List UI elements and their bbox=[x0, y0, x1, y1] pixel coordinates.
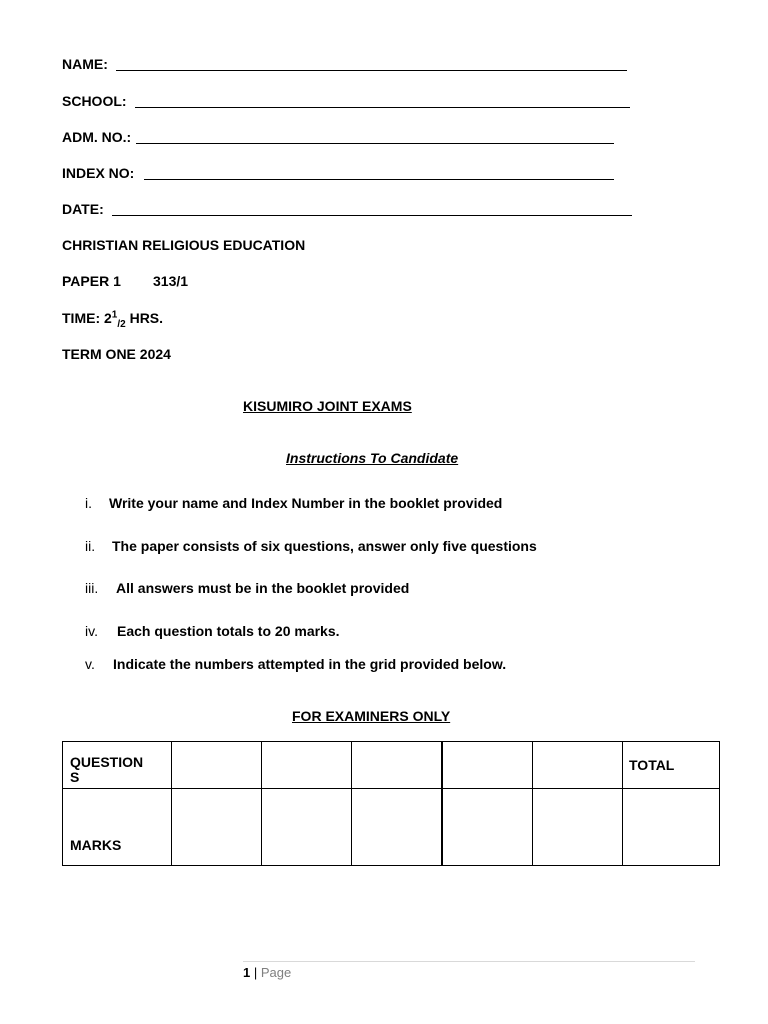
instruction-text: Write your name and Index Number in the booklet provided bbox=[109, 495, 503, 511]
time-fraction-denominator: /2 bbox=[117, 318, 126, 330]
time-suffix: HRS. bbox=[125, 310, 164, 326]
instruction-number: ii. bbox=[85, 538, 96, 554]
page-footer bbox=[243, 965, 291, 981]
term-label: TERM ONE 2024 bbox=[62, 346, 171, 362]
questions-row bbox=[63, 742, 720, 789]
instruction-text: All answers must be in the booklet provided bbox=[116, 580, 410, 596]
instruction-number: i. bbox=[85, 495, 92, 511]
subject-title: CHRISTIAN RELIGIOUS EDUCATION bbox=[62, 237, 306, 253]
page-word: Page bbox=[260, 965, 292, 980]
marks-cell-2[interactable] bbox=[262, 789, 352, 866]
school-field-line[interactable] bbox=[135, 107, 630, 108]
question-cell-1[interactable] bbox=[172, 742, 262, 789]
marks-cell-4[interactable] bbox=[442, 789, 533, 866]
name-field-line[interactable] bbox=[116, 70, 627, 71]
instructions-title: Instructions To Candidate bbox=[286, 450, 459, 466]
index-no-field-line[interactable] bbox=[144, 179, 614, 180]
examiners-only-title: FOR EXAMINERS ONLY bbox=[292, 708, 451, 724]
marks-label-cell: MARKS bbox=[63, 789, 172, 866]
footer-separator: | bbox=[250, 965, 261, 980]
instruction-text: Each question totals to 20 marks. bbox=[117, 623, 340, 639]
date-field-label: DATE: bbox=[62, 201, 104, 217]
name-field-label: NAME: bbox=[62, 56, 108, 72]
question-cell-4[interactable] bbox=[442, 742, 533, 789]
time-fraction-numerator: 1 bbox=[111, 309, 118, 321]
marks-cell-3[interactable] bbox=[352, 789, 443, 866]
marks-cell-1[interactable] bbox=[172, 789, 262, 866]
page-number: 1 bbox=[243, 965, 251, 980]
date-field-line[interactable] bbox=[112, 215, 632, 216]
questions-label-cell bbox=[63, 742, 172, 789]
questions-label-line2: S bbox=[70, 769, 80, 785]
paper-label: PAPER 1 bbox=[62, 273, 121, 289]
total-label-cell: TOTAL bbox=[623, 742, 720, 789]
total-marks-cell[interactable] bbox=[623, 789, 720, 866]
time-allowed bbox=[62, 309, 164, 330]
marks-cell-5[interactable] bbox=[533, 789, 623, 866]
adm-no-field-line[interactable] bbox=[136, 143, 614, 144]
question-cell-2[interactable] bbox=[262, 742, 352, 789]
instruction-text: The paper consists of six questions, answer only five questions bbox=[112, 538, 537, 554]
time-prefix: TIME: 2 bbox=[62, 310, 112, 326]
examiners-grid bbox=[62, 741, 720, 866]
marks-row bbox=[63, 789, 720, 866]
paper-code: 313/1 bbox=[153, 273, 189, 289]
questions-label-line1: QUESTION bbox=[70, 754, 144, 770]
question-cell-3[interactable] bbox=[352, 742, 443, 789]
exam-title: KISUMIRO JOINT EXAMS bbox=[243, 398, 412, 414]
instruction-text: Indicate the numbers attempted in the grid provided below. bbox=[113, 656, 507, 672]
instruction-number: iv. bbox=[85, 623, 98, 639]
index-no-field-label: INDEX NO: bbox=[62, 165, 135, 181]
footer-divider bbox=[243, 961, 695, 962]
school-field-label: SCHOOL: bbox=[62, 93, 127, 109]
instruction-number: v. bbox=[85, 656, 95, 672]
instruction-number: iii. bbox=[85, 580, 99, 596]
adm-no-field-label: ADM. NO.: bbox=[62, 129, 132, 145]
question-cell-5[interactable] bbox=[533, 742, 623, 789]
